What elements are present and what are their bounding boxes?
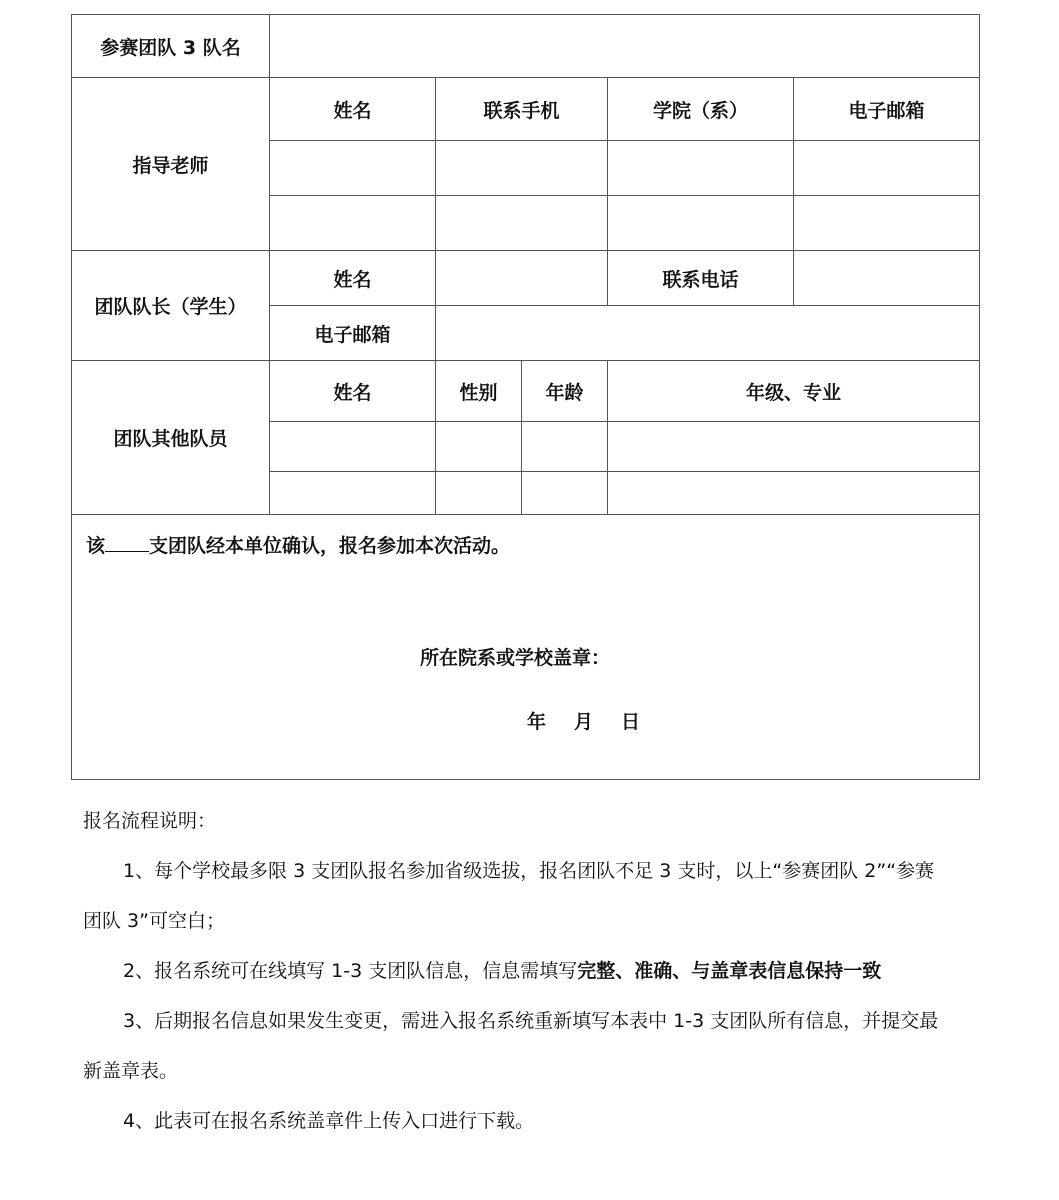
leader-email-label: 电子邮箱 (270, 306, 436, 361)
members-col-grade-major: 年级、专业 (608, 361, 980, 422)
advisor-col-college: 学院（系） (608, 78, 794, 141)
leader-phone-label: 联系电话 (608, 251, 794, 306)
year-label: 年 (527, 711, 549, 733)
confirmation-section (72, 515, 980, 780)
note-item-2-emphasis: 完整、准确、与盖章表信息保持一致 (577, 960, 882, 982)
member-gender-field[interactable] (436, 472, 522, 515)
advisor-name-field[interactable] (270, 196, 436, 251)
team-name-field[interactable] (270, 15, 980, 78)
note-item-1: 1、每个学校最多限 3 支团队报名参加省级选拔，报名团队不足 3 支时，以上“参赛团队 2”“参赛团队 3”可空白； (83, 860, 935, 932)
member-gender-field[interactable] (436, 422, 522, 472)
notes-title: 报名流程说明： (83, 810, 217, 832)
member-grade-major-field[interactable] (608, 472, 980, 515)
date-line (527, 707, 668, 734)
advisor-col-phone: 联系手机 (436, 78, 608, 141)
advisor-col-email: 电子邮箱 (794, 78, 980, 141)
leader-name-label: 姓名 (270, 251, 436, 306)
member-name-field[interactable] (270, 422, 436, 472)
advisor-college-field[interactable] (608, 196, 794, 251)
note-item-3: 3、后期报名信息如果发生变更，需进入报名系统重新填写本表中 1-3 支团队所有信息，并提交最新盖章表。 (83, 1010, 939, 1082)
member-age-field[interactable] (522, 472, 608, 515)
leader-email-field[interactable] (436, 306, 980, 361)
note-item-4: 4、此表可在报名系统盖章件上传入口进行下载。 (123, 1110, 535, 1132)
leader-phone-field[interactable] (794, 251, 980, 306)
member-age-field[interactable] (522, 422, 608, 472)
team-count-blank[interactable] (105, 533, 149, 552)
members-label: 团队其他队员 (72, 361, 270, 515)
member-name-field[interactable] (270, 472, 436, 515)
registration-notes (83, 796, 953, 1146)
note-item-2: 2、报名系统可在线填写 1-3 支团队信息，信息需填写完整、准确、与盖章表信息保持一致 (123, 960, 882, 982)
advisor-label: 指导老师 (72, 78, 270, 251)
day-label: 日 (621, 711, 643, 733)
members-col-age: 年龄 (522, 361, 608, 422)
leader-name-field[interactable] (436, 251, 608, 306)
members-col-name: 姓名 (270, 361, 436, 422)
members-col-gender: 性别 (436, 361, 522, 422)
team-name-label: 参赛团队 3 队名 (72, 15, 270, 78)
stamp-label: 所在院系或学校盖章： (420, 647, 611, 669)
advisor-name-field[interactable] (270, 141, 436, 196)
member-grade-major-field[interactable] (608, 422, 980, 472)
confirmation-statement: 该 支团队经本单位确认，报名参加本次活动。 (86, 535, 511, 557)
advisor-email-field[interactable] (794, 141, 980, 196)
advisor-college-field[interactable] (608, 141, 794, 196)
month-label: 月 (574, 711, 596, 733)
advisor-phone-field[interactable] (436, 141, 608, 196)
advisor-phone-field[interactable] (436, 196, 608, 251)
registration-form-table (71, 14, 980, 780)
advisor-col-name: 姓名 (270, 78, 436, 141)
advisor-email-field[interactable] (794, 196, 980, 251)
leader-label: 团队队长（学生） (72, 251, 270, 361)
